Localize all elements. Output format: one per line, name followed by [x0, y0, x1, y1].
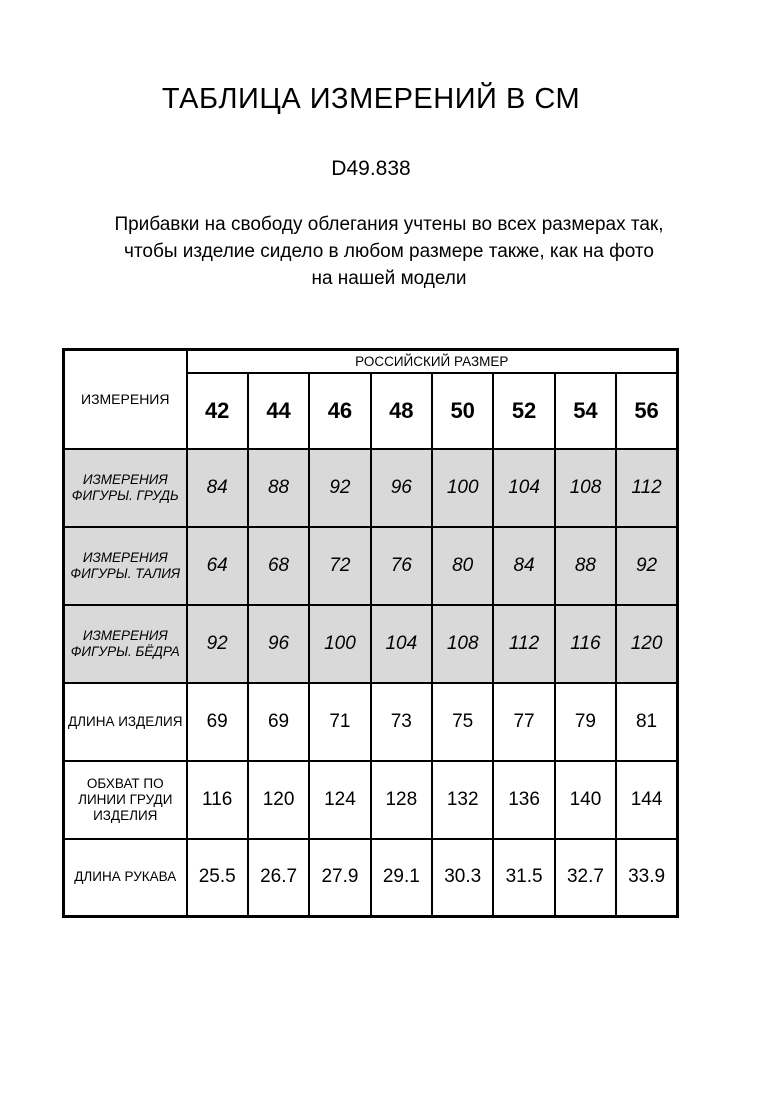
- measurement-value: 124: [309, 761, 370, 839]
- measurement-value: 31.5: [493, 839, 554, 917]
- measurement-value: 72: [309, 527, 370, 605]
- measurement-value: 81: [616, 683, 677, 761]
- size-col-header: 42: [187, 373, 248, 449]
- measurement-value: 88: [248, 449, 309, 527]
- row-label: ДЛИНА РУКАВА: [64, 839, 187, 917]
- measurement-value: 108: [555, 449, 616, 527]
- measurement-value: 104: [493, 449, 554, 527]
- size-col-header: 52: [493, 373, 554, 449]
- size-col-header: 54: [555, 373, 616, 449]
- row-label: ИЗМЕРЕНИЯ ФИГУРЫ. БЁДРА: [64, 605, 187, 683]
- measurements-table: [62, 348, 679, 918]
- measurement-value: 68: [248, 527, 309, 605]
- measurement-value: 32.7: [555, 839, 616, 917]
- fit-note-line: чтобы изделие сидело в любом размере также, как на фото: [124, 241, 654, 262]
- measurement-value: 30.3: [432, 839, 493, 917]
- measurement-value: 116: [555, 605, 616, 683]
- table-row: [64, 761, 678, 839]
- table-row: [64, 449, 678, 527]
- measurement-value: 92: [187, 605, 248, 683]
- measurement-value: 88: [555, 527, 616, 605]
- measurement-value: 112: [616, 449, 677, 527]
- measurement-value: 71: [309, 683, 370, 761]
- measurement-value: 100: [309, 605, 370, 683]
- fit-note-line: Прибавки на свободу облегания учтены во всех размерах так,: [114, 214, 664, 235]
- row-label: ОБХВАТ ПО ЛИНИИ ГРУДИ ИЗДЕЛИЯ: [64, 761, 187, 839]
- row-label: ИЗМЕРЕНИЯ ФИГУРЫ. ТАЛИЯ: [64, 527, 187, 605]
- size-col-header: 56: [616, 373, 677, 449]
- measurement-value: 76: [371, 527, 432, 605]
- group-header: РОССИЙСКИЙ РАЗМЕР: [187, 350, 678, 373]
- size-col-header: 50: [432, 373, 493, 449]
- fit-note: [0, 211, 778, 292]
- measurement-value: 92: [309, 449, 370, 527]
- measurement-value: 112: [493, 605, 554, 683]
- measurement-value: 132: [432, 761, 493, 839]
- measurement-value: 84: [493, 527, 554, 605]
- product-code: D49.838: [331, 157, 411, 180]
- table-row: [64, 605, 678, 683]
- table-row: [64, 527, 678, 605]
- measurement-value: 92: [616, 527, 677, 605]
- measurement-value: 144: [616, 761, 677, 839]
- measurement-value: 26.7: [248, 839, 309, 917]
- size-col-header: 46: [309, 373, 370, 449]
- measurement-value: 73: [371, 683, 432, 761]
- measurement-value: 25.5: [187, 839, 248, 917]
- measurement-value: 116: [187, 761, 248, 839]
- measurement-value: 79: [555, 683, 616, 761]
- measurement-value: 69: [187, 683, 248, 761]
- measurement-value: 120: [616, 605, 677, 683]
- row-label: ИЗМЕРЕНИЯ ФИГУРЫ. ГРУДЬ: [64, 449, 187, 527]
- measurement-value: 104: [371, 605, 432, 683]
- size-col-header: 48: [371, 373, 432, 449]
- measurement-value: 120: [248, 761, 309, 839]
- measurement-value: 33.9: [616, 839, 677, 917]
- measurement-value: 77: [493, 683, 554, 761]
- table-row: [64, 839, 678, 917]
- row-label: ДЛИНА ИЗДЕЛИЯ: [64, 683, 187, 761]
- page-title: ТАБЛИЦА ИЗМЕРЕНИЙ В СМ: [161, 83, 581, 115]
- measurement-value: 75: [432, 683, 493, 761]
- table-row: [64, 683, 678, 761]
- measurement-value: 140: [555, 761, 616, 839]
- corner-header: ИЗМЕРЕНИЯ: [64, 350, 187, 449]
- measurement-value: 96: [371, 449, 432, 527]
- measurement-value: 80: [432, 527, 493, 605]
- measurement-value: 29.1: [371, 839, 432, 917]
- measurement-value: 136: [493, 761, 554, 839]
- measurement-value: 27.9: [309, 839, 370, 917]
- size-col-header: 44: [248, 373, 309, 449]
- group-header-row: [64, 350, 678, 373]
- fit-note-line: на нашей модели: [311, 268, 467, 289]
- measurement-value: 64: [187, 527, 248, 605]
- measurement-value: 96: [248, 605, 309, 683]
- measurement-value: 108: [432, 605, 493, 683]
- measurement-value: 84: [187, 449, 248, 527]
- measurement-value: 69: [248, 683, 309, 761]
- measurement-value: 100: [432, 449, 493, 527]
- measurement-value: 128: [371, 761, 432, 839]
